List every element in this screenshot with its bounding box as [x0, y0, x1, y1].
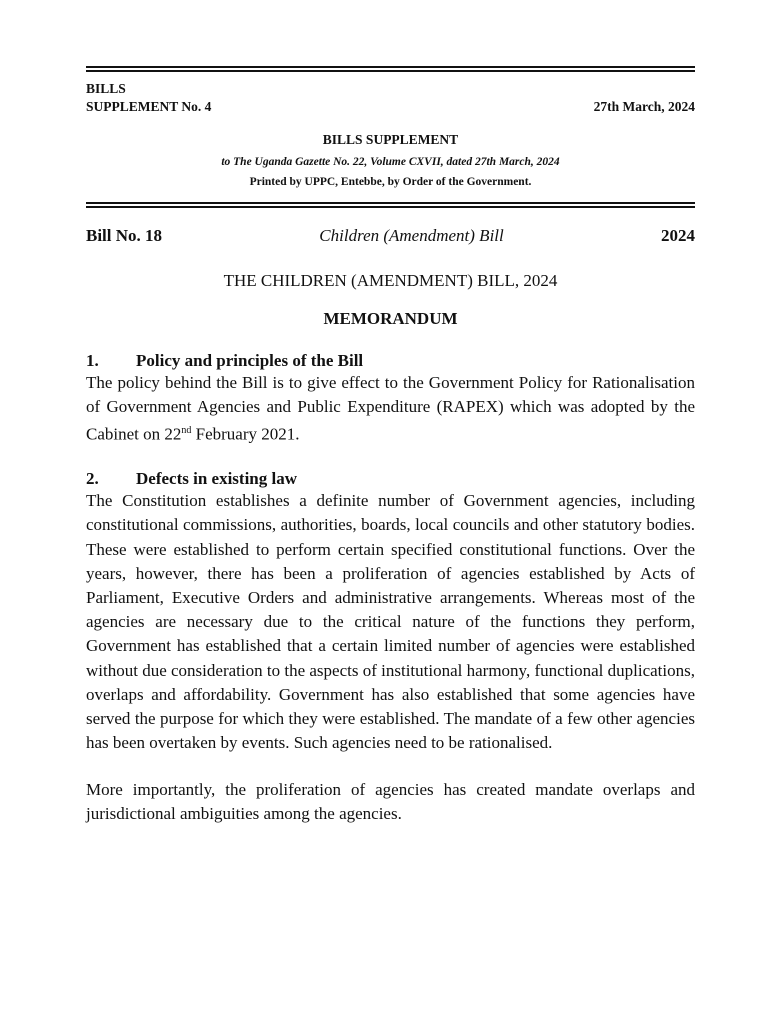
section-2-heading — [86, 469, 695, 489]
bottom-double-rule — [86, 202, 695, 208]
supplement-date: 27th March, 2024 — [593, 99, 695, 114]
bills-label: BILLS — [86, 81, 126, 96]
section-title: Policy and principles of the Bill — [136, 351, 364, 370]
gazette-page — [86, 66, 695, 826]
document-title: THE CHILDREN (AMENDMENT) BILL, 2024 — [223, 271, 558, 290]
ordinal-suffix: nd — [181, 425, 192, 437]
gazette-reference: to The Uganda Gazette No. 22, Volume CXVII, dated 27th March, 2024 — [221, 156, 560, 168]
supplement-number: SUPPLEMENT No. 4 — [86, 99, 212, 114]
bill-number: Bill No. 18 — [86, 226, 163, 245]
section-2-paragraph-2: More importantly, the proliferation of agencies has created mandate overlaps and jurisdictional ambiguities among the agencies. — [86, 779, 695, 823]
section-number: 1. — [86, 351, 99, 370]
supplement-header-row — [86, 98, 695, 116]
section-title: Defects in existing law — [136, 469, 298, 489]
section-1-heading — [86, 351, 695, 371]
top-double-rule — [86, 66, 695, 72]
bill-identifier-row — [86, 226, 695, 246]
section-number: 2. — [86, 469, 99, 489]
bill-short-title: Children (Amendment) Bill — [319, 226, 504, 245]
bill-year: 2024 — [661, 226, 695, 245]
memorandum-heading: MEMORANDUM — [323, 309, 458, 328]
printer-line: Printed by UPPC, Entebbe, by Order of the Government. — [249, 176, 532, 188]
section-1-paragraph: The policy behind the Bill is to give effect to the Government Policy for Rationalisation of Government Agencies and Public Expenditure (RAPEX) which was adopted by the Cabinet on 22nd February 2021. — [86, 373, 695, 445]
section-2-paragraph-1: The Constitution establishes a definite number of Government agencies, including constitutional commissions, authorities, boards, local councils and other statutory bodies. These were established to perform certain specified constitutional functions. Over the years, however, there has been a proliferation of agencies established by Acts of Parliament, Executive Orders and administrative arrangements. Whereas most of the agencies are necessary due to the critical nature of the functions they perform, Government has established that a certain limited number of agencies were established without due consideration to the aspects of institutional harmony, functional duplications, overlaps and affordability. Government has also established that some agencies have served the purpose for which they were established. The mandate of a few other agencies has been overtaken by events. Such agencies need to be rationalised. — [86, 491, 695, 753]
supplement-title: BILLS SUPPLEMENT — [322, 132, 459, 147]
